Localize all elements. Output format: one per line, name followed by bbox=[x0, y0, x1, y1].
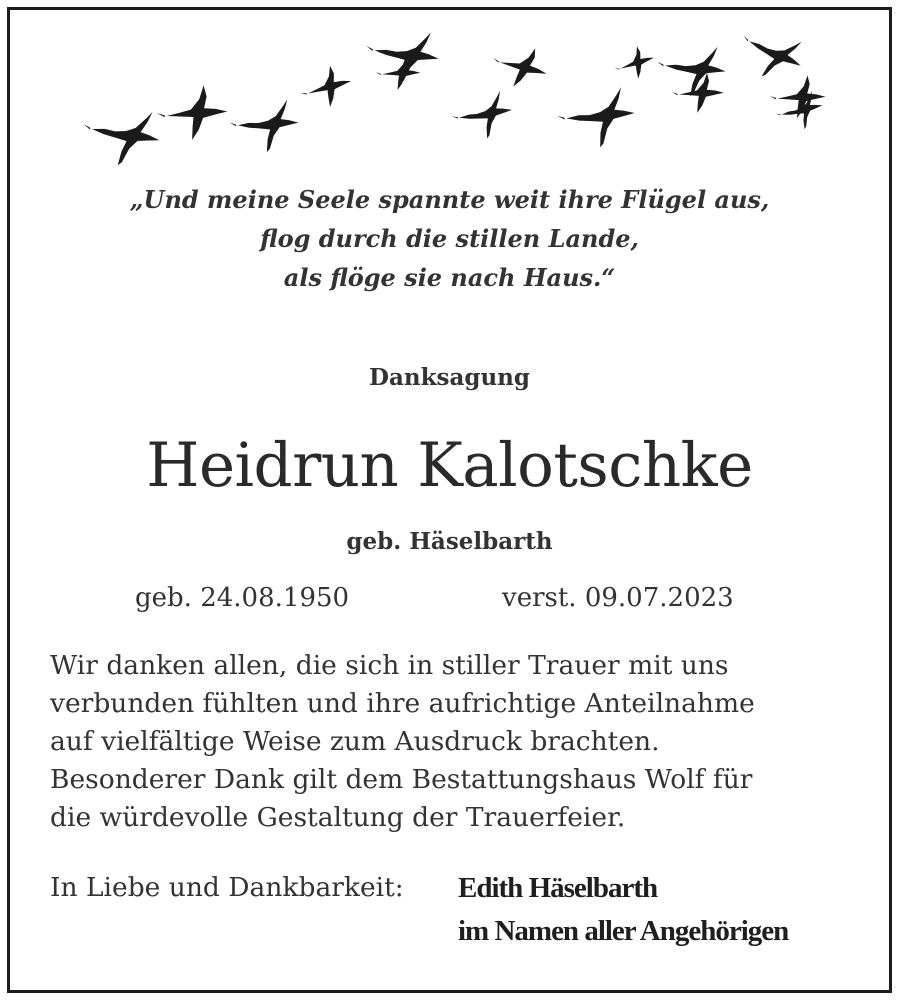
notice-heading: Danksagung bbox=[369, 364, 530, 391]
quote-line: als flöge sie nach Haus.“ bbox=[283, 263, 616, 292]
thank-you-message bbox=[50, 647, 870, 837]
deceased-name: Heidrun Kalotschke bbox=[146, 430, 753, 501]
death-date: verst. 09.07.2023 bbox=[502, 583, 734, 613]
message-line: Wir danken allen, die sich in stiller Trauer mit uns bbox=[50, 650, 729, 681]
message-line: Besonderer Dank gilt dem Bestattungshaus Wolf für bbox=[50, 764, 753, 795]
message-line: verbunden fühlten und ihre aufrichtige Anteilnahme bbox=[50, 688, 755, 719]
quote-line: „Und meine Seele spannte weit ihre Flügel aus, bbox=[129, 185, 770, 214]
message-line: die würdevolle Gestaltung der Trauerfeier. bbox=[50, 802, 626, 833]
closing-label: In Liebe und Dankbarkeit: bbox=[50, 872, 404, 903]
message-line: auf vielfältige Weise zum Ausdruck brachten. bbox=[50, 726, 660, 757]
flying-birds-icon bbox=[60, 15, 850, 175]
memorial-quote bbox=[0, 180, 899, 297]
signer-name: Edith Häselbarth bbox=[458, 872, 658, 904]
quote-line: flog durch die stillen Lande, bbox=[260, 224, 639, 253]
birth-date: geb. 24.08.1950 bbox=[135, 583, 350, 613]
maiden-name: geb. Häselbarth bbox=[346, 528, 553, 555]
signer-note: im Namen aller Angehörigen bbox=[458, 915, 789, 947]
